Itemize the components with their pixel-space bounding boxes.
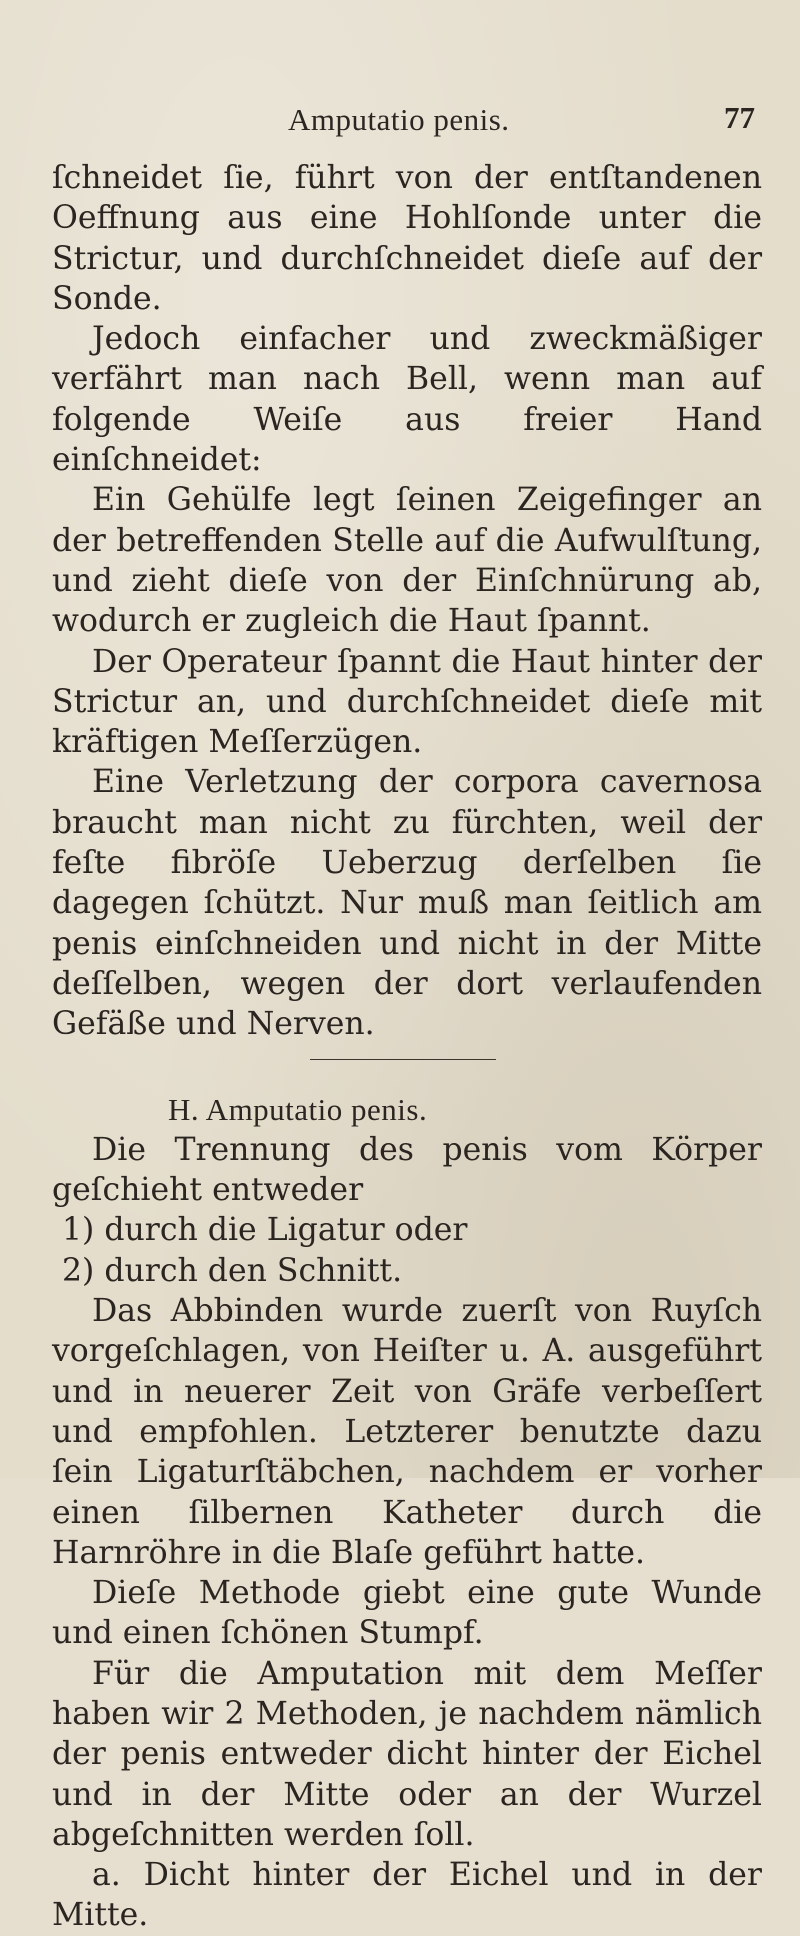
page-number: 77 xyxy=(724,100,755,135)
paragraph-ligation-history: Das Abbinden wurde zuerſt von Ruyſch vorgeſchlagen, von Heiſter u. A. ausgeführt und in neuerer Zeit von Gräfe verbeſſert und empfohlen. Letzterer benutzte dazu ſein Ligaturſtäbchen, nachdem er vorher einen ſilbernen Katheter durch die Harnröhre in die Blaſe geführt hatte. xyxy=(52,1293,762,1571)
paragraph-corpora-cavernosa: Eine Verletzung der corpora cavernosa braucht man nicht zu fürchten, weil der feſte fibröſe Ueberzug derſelben ſie dagegen ſchützt. Nur muß man ſeitlich am penis einſchneiden und nicht in der Mitte deſſelben, wegen der dort verlaufenden Gefäße und Nerven. xyxy=(52,764,762,1043)
page-header xyxy=(0,100,800,150)
section-heading: H. Amputatio penis. xyxy=(168,1091,428,1127)
list-item-incision: 2) durch den Schnitt. xyxy=(62,1252,403,1289)
paragraph-knife-methods: Für die Amputation mit dem Meſſer haben wir 2 Methoden, je nachdem nämlich der penis entweder dicht hinter der Eichel und in der Mitte oder an der Wurzel abgeſchnitten werden ſoll. xyxy=(52,1655,762,1853)
page-body xyxy=(52,158,762,1936)
paragraph-assistant: Ein Gehülfe legt ſeinen Zeigefinger an der betreffenden Stelle auf die Aufwulſtung, und zieht dieſe von der Einſchnürung ab, wodurch er zugleich die Haut ſpannt. xyxy=(52,482,762,640)
section-divider xyxy=(310,1059,496,1060)
paragraph-continuation: ſchneidet ſie, führt von der entſtandenen Oeffnung aus eine Hohlſonde unter die Strictur, und durchſchneidet dieſe auf der Sonde. xyxy=(52,160,762,317)
paragraph-method-result: Dieſe Methode giebt eine gute Wunde und einen ſchönen Stumpf. xyxy=(52,1575,762,1652)
paragraph-bell-method: Jedoch einfacher und zweckmäßiger verfährt man nach Bell, wenn man auf folgende Weiſe aus freier Hand einſchneidet: xyxy=(52,321,762,479)
subheading-behind-glans: a. Dicht hinter der Eichel und in der Mitte. xyxy=(52,1857,762,1934)
running-head: Amputatio penis. xyxy=(288,102,510,137)
list-item-ligature: 1) durch die Ligatur oder xyxy=(62,1212,468,1249)
paragraph-operator: Der Operateur ſpannt die Haut hinter der Strictur an, und durchſchneidet dieſe mit kräftigen Meſſerzügen. xyxy=(52,643,762,761)
paragraph-separation: Die Trennung des penis vom Körper geſchieht entweder xyxy=(52,1131,762,1209)
